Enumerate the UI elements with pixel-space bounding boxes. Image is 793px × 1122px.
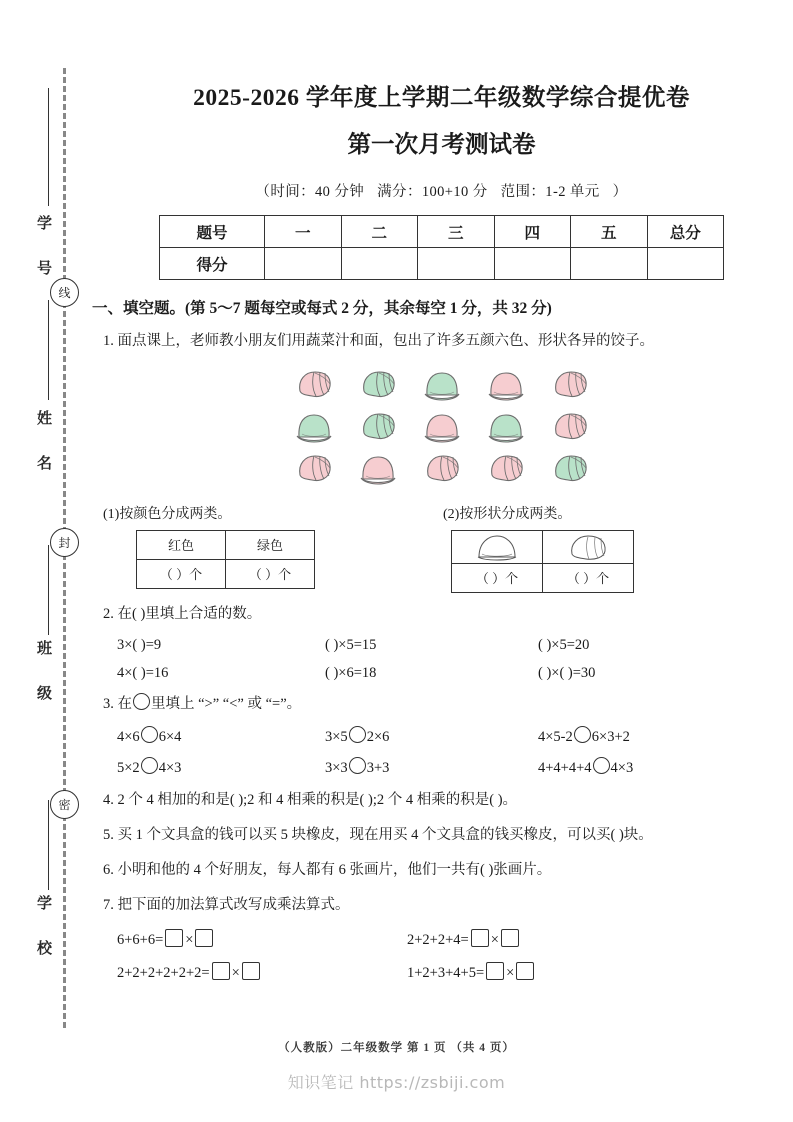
score-table-col-4: 四 [494,216,571,248]
q7-eq-2[interactable]: 2+2+2+4= × [407,929,521,949]
footer-page-info: （人教版）二年级数学 第 1 页 （共 4 页） [278,1042,515,1054]
answer-box[interactable] [486,962,504,980]
score-table [159,215,724,280]
score-table-col-2: 二 [341,216,418,248]
seal-circle-密: 密 [50,790,79,819]
exam-meta-close: ） [612,184,628,200]
score-cell-total[interactable] [647,248,724,280]
footer-watermark: 知识笔记 https://zsbiji.com [287,1073,506,1092]
green-folded-dumpling-icon [549,449,591,489]
table-row [137,530,315,559]
answer-box[interactable] [516,962,534,980]
circle-blank-icon[interactable] [141,726,158,743]
q3-cmp-1[interactable]: 4×6 6×4 [117,726,325,746]
question-1-sub2 [443,503,783,593]
question-3-text-b: 里填上 “>” “<” 或 “=”。 [151,695,302,712]
question-2-text: 2. 在( )里填上合适的数。 [103,605,262,622]
seal-solid-mark-4 [48,800,49,890]
exam-duration: （时间：40 分钟 [255,184,365,200]
pink-round-dumpling-icon [357,449,399,489]
table-row-question-numbers [160,216,724,248]
pink-folded-dumpling-icon [485,449,527,489]
score-table-row-label-question: 题号 [160,216,265,248]
exam-sheet [90,0,793,1122]
answer-box[interactable] [195,929,213,947]
question-1-sub2-label: (2)按形状分成两类。 [443,506,572,522]
q3-cmp-6[interactable]: 4+4+4+4 4×3 [538,757,758,777]
question-3-text [90,693,793,716]
score-table-col-3: 三 [418,216,495,248]
seal-circle-封: 封 [50,528,79,557]
circle-blank-icon[interactable] [593,757,610,774]
shape-answer-folded[interactable]: （ ）个 [543,563,634,592]
q2-eq-6[interactable]: ( )×( )=30 [538,664,596,681]
seal-circle-线: 线 [50,278,79,307]
q7-eq-4[interactable]: 1+2+3+4+5= × [407,962,536,982]
seal-label-姓名: 姓 名 [35,410,51,477]
question-4-text[interactable]: 4. 2 个 4 相加的和是( );2 和 4 相乘的积是( );2 个 4 相乘的积是( )。 [103,792,518,809]
color-header-green: 绿色 [226,530,315,559]
table-row [452,563,634,592]
table-row [137,559,315,588]
pink-folded-dumpling-icon [549,365,591,405]
shape-classify-table [451,530,634,593]
color-answer-red[interactable]: （ ）个 [137,559,226,588]
dumpling-illustration-grid [90,365,793,489]
folded-dumpling-icon [543,530,634,563]
pink-folded-dumpling-icon [421,449,463,489]
answer-box[interactable] [501,929,519,947]
question-1-text: 1. 面点课上，老师教小朋友们用蔬菜汁和面，包出了许多五颜六色、形状各异的饺子。 [103,333,654,349]
table-row [452,530,634,563]
q7-eq-1[interactable]: 6+6+6= × [117,929,407,949]
answer-box[interactable] [212,962,230,980]
exam-range: 范围：1-2 单元 [500,184,600,200]
dumpling-row-1 [293,365,591,405]
circle-blank-icon[interactable] [349,726,366,743]
q3-cmp-5[interactable]: 3×3 3+3 [325,757,538,777]
answer-box[interactable] [471,929,489,947]
question-7-text: 7. 把下面的加法算式改写成乘法算式。 [103,896,350,913]
q3-cmp-4[interactable]: 5×2 4×3 [117,757,325,777]
question-1-sub1-label: (1)按颜色分成两类。 [103,506,232,522]
q3-cmp-3[interactable]: 4×5-2 6×3+2 [538,726,758,746]
pink-folded-dumpling-icon [549,407,591,447]
seal-label-学校: 学 校 [35,895,51,962]
circle-blank-icon[interactable] [574,726,591,743]
question-7-row-1 [90,929,793,949]
seal-label-学号: 学 号 [35,215,51,282]
color-answer-green[interactable]: （ ）个 [226,559,315,588]
question-7-row-2 [90,962,793,982]
color-classify-table [136,530,315,589]
exam-full-score: 满分：100+10 分 [377,184,488,200]
q2-eq-4[interactable]: 4×( )=16 [117,664,169,681]
q2-eq-3[interactable]: ( )×5=20 [538,636,590,653]
pink-folded-dumpling-icon [293,365,335,405]
question-2-row-1 [90,637,793,654]
color-header-red: 红色 [137,530,226,559]
score-table-row-label-score: 得分 [160,248,265,280]
section-one-heading: 一、填空题。(第 5～7 题每空或每式 2 分，其余每空 1 分，共 32 分) [92,300,552,317]
page-title: 2025-2026 学年度上学期二年级数学综合提优卷 [193,85,690,111]
score-cell-1[interactable] [265,248,342,280]
score-table-col-1: 一 [265,216,342,248]
circle-blank-icon[interactable] [133,693,150,710]
dumpling-row-3 [293,449,591,489]
round-dumpling-icon [452,530,543,563]
pink-round-dumpling-icon [485,365,527,405]
pink-folded-dumpling-icon [293,449,335,489]
exam-meta [90,180,793,201]
question-5-text[interactable]: 5. 买 1 个文具盒的钱可以买 5 块橡皮，现在用买 4 个文具盒的钱买橡皮，可以买( )块。 [103,827,653,843]
question-6-text[interactable]: 6. 小明和他的 4 个好朋友，每人都有 6 张画片，他们一共有( )张画片。 [103,861,552,878]
shape-answer-round[interactable]: （ ）个 [452,563,543,592]
score-table-col-total: 总分 [647,216,724,248]
pink-round-dumpling-icon [421,407,463,447]
page-subtitle: 第一次月考测试卷 [347,132,536,158]
question-3-row-1 [90,726,793,746]
green-round-dumpling-icon [485,407,527,447]
circle-blank-icon[interactable] [349,757,366,774]
q7-eq-3[interactable]: 2+2+2+2+2+2= × [117,962,407,982]
score-table-col-5: 五 [571,216,648,248]
answer-box[interactable] [242,962,260,980]
green-round-dumpling-icon [293,407,335,447]
score-cell-4[interactable] [494,248,571,280]
q2-eq-1[interactable]: 3×( )=9 [117,636,162,653]
question-1-classify-area [90,503,793,593]
question-1-sub1 [103,503,443,593]
green-round-dumpling-icon [421,365,463,405]
q3-cmp-2[interactable]: 3×5 2×6 [325,726,538,746]
green-folded-dumpling-icon [357,407,399,447]
seal-solid-mark-2 [48,300,49,400]
score-cell-2[interactable] [341,248,418,280]
score-cell-3[interactable] [418,248,495,280]
score-cell-5[interactable] [571,248,648,280]
question-3-row-2 [90,757,793,777]
question-2-row-2 [90,665,793,682]
green-folded-dumpling-icon [357,365,399,405]
q2-eq-2[interactable]: ( )×5=15 [325,636,377,653]
sealing-strip [0,0,90,1122]
q2-eq-5[interactable]: ( )×6=18 [325,664,377,681]
question-3-text-a: 3. 在 [103,695,132,712]
circle-blank-icon[interactable] [141,757,158,774]
seal-label-班级: 班 级 [35,640,51,707]
seal-solid-mark-3 [48,545,49,635]
answer-box[interactable] [165,929,183,947]
seal-solid-mark-1 [48,88,49,206]
dumpling-row-2 [293,407,591,447]
table-row-scores [160,248,724,280]
